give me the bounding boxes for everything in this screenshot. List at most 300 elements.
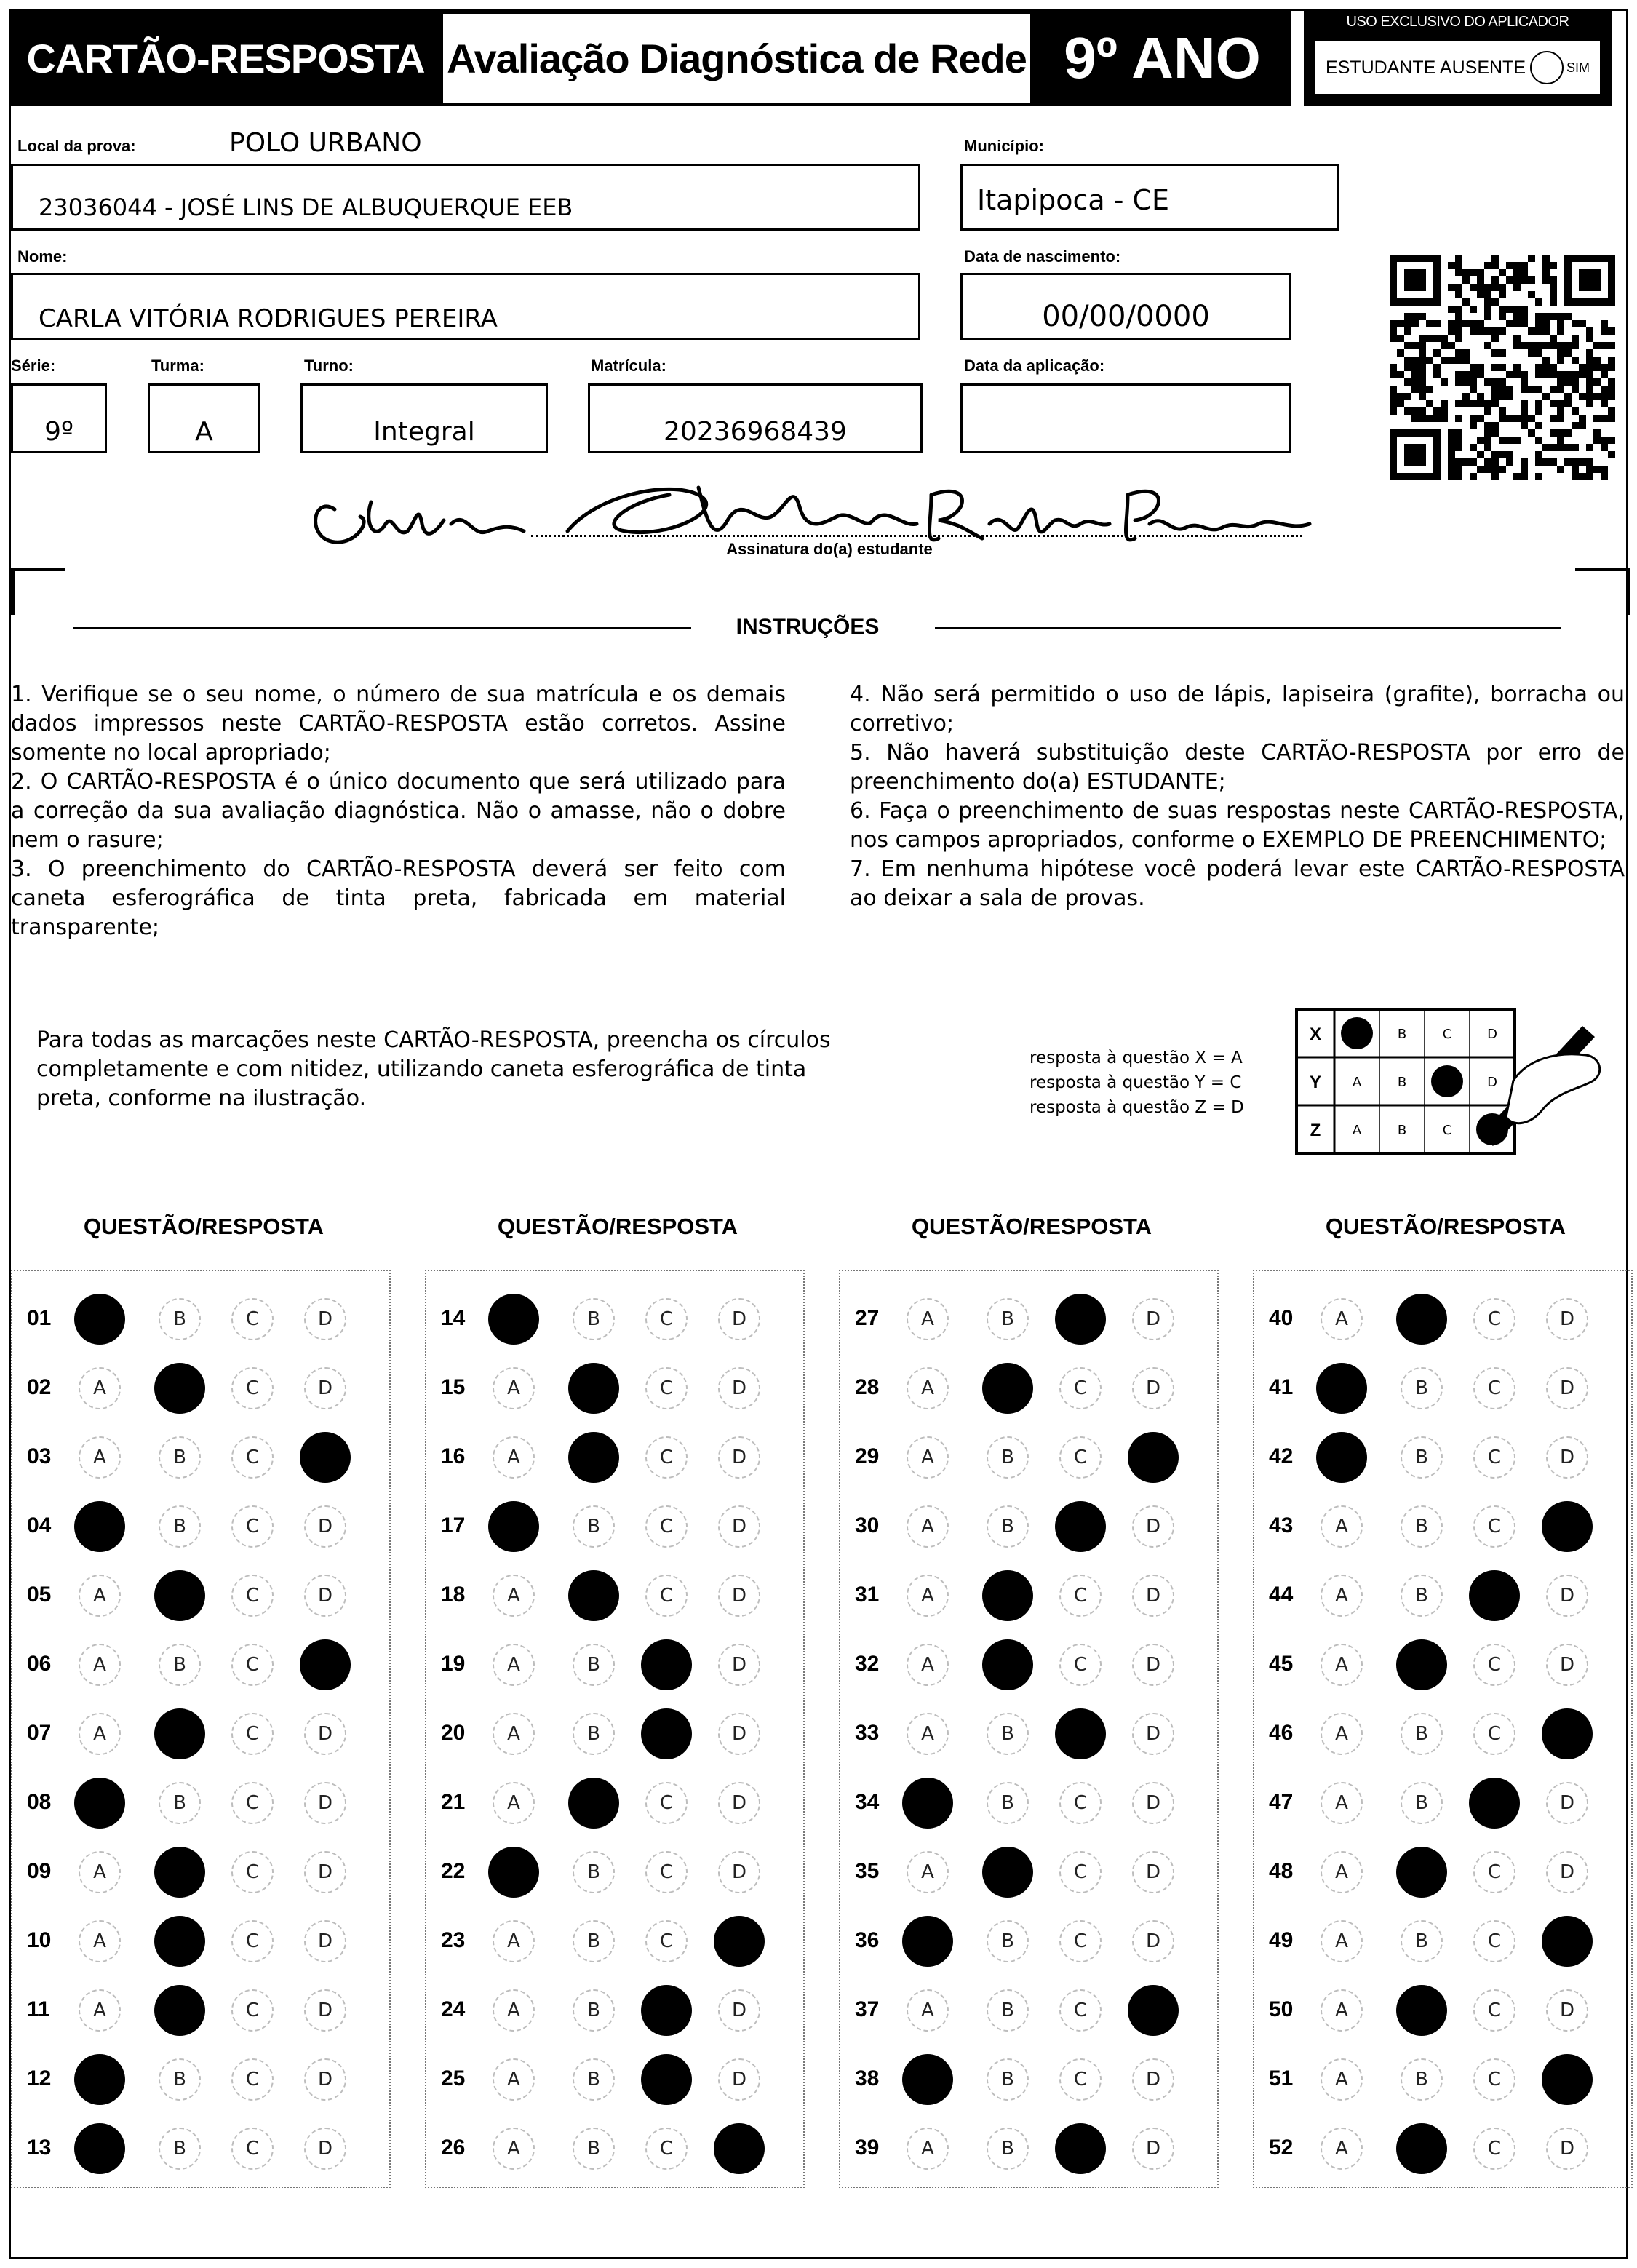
question-row <box>12 1977 389 2045</box>
answer-bubble[interactable]: A <box>1321 1644 1363 1686</box>
question-number: 39 <box>855 2136 880 2160</box>
answer-bubble[interactable]: A <box>907 1851 949 1893</box>
answer-bubble[interactable]: B <box>1401 1713 1443 1755</box>
answer-bubble[interactable]: D <box>718 2058 760 2101</box>
answer-bubble-filled[interactable] <box>641 1639 692 1690</box>
answer-bubble[interactable]: B <box>159 2128 201 2170</box>
question-row <box>840 1908 1217 1976</box>
answer-bubble[interactable]: B <box>573 1298 615 1340</box>
answer-bubble-filled[interactable] <box>1316 1432 1367 1483</box>
answer-bubble-filled[interactable] <box>714 2123 765 2174</box>
answer-bubble-filled[interactable] <box>74 2054 125 2105</box>
answer-bubble[interactable]: D <box>1546 1367 1588 1409</box>
answer-bubble-filled[interactable] <box>1396 1847 1447 1898</box>
question-number: 22 <box>441 1859 466 1883</box>
answer-bubble[interactable]: A <box>493 2058 535 2101</box>
answer-bubble-filled[interactable] <box>1469 1778 1520 1829</box>
answer-bubble-filled[interactable] <box>1128 1432 1179 1483</box>
question-row <box>426 1631 803 1700</box>
answer-bubble[interactable]: A <box>79 1367 121 1409</box>
question-number: 20 <box>441 1721 466 1745</box>
answer-bubble[interactable]: B <box>159 1644 201 1686</box>
answer-bubble[interactable]: A <box>1321 1989 1363 2032</box>
answer-bubble[interactable]: C <box>1059 2058 1102 2101</box>
answer-bubble-filled[interactable] <box>641 2054 692 2105</box>
question-row <box>1254 1839 1631 1907</box>
answer-bubble-filled[interactable] <box>1055 1708 1106 1759</box>
serie-label: Série: <box>11 357 56 375</box>
answer-bubble[interactable]: C <box>1473 1851 1515 1893</box>
question-number: 06 <box>27 1652 52 1676</box>
answer-bubble[interactable]: A <box>1321 1575 1363 1617</box>
question-row <box>426 1424 803 1492</box>
answer-bubble[interactable]: B <box>987 2058 1029 2101</box>
answer-bubble[interactable]: A <box>1321 1505 1363 1548</box>
answer-bubble-filled[interactable] <box>902 1778 953 1829</box>
answer-bubble[interactable]: B <box>159 2058 201 2101</box>
answer-bubble[interactable]: B <box>159 1505 201 1548</box>
example-bubble-option: D <box>1487 1027 1497 1042</box>
answer-bubble[interactable]: C <box>645 1920 688 1962</box>
answer-bubble[interactable]: A <box>493 1920 535 1962</box>
answer-bubble[interactable]: B <box>159 1782 201 1824</box>
question-row <box>12 1908 389 1976</box>
question-number: 12 <box>27 2066 52 2090</box>
answer-bubble[interactable]: D <box>304 1367 346 1409</box>
question-number: 14 <box>441 1306 466 1330</box>
answer-bubble[interactable]: C <box>231 1989 274 2032</box>
question-row <box>840 1770 1217 1838</box>
question-number: 42 <box>1269 1444 1294 1468</box>
answer-bubble[interactable]: D <box>304 2128 346 2170</box>
answer-bubble[interactable]: D <box>304 1782 346 1824</box>
question-row <box>426 1562 803 1631</box>
answer-bubble[interactable]: C <box>1473 1367 1515 1409</box>
answer-bubble[interactable]: B <box>987 1505 1029 1548</box>
answer-bubble[interactable]: D <box>304 1298 346 1340</box>
answer-bubble[interactable]: C <box>1473 2128 1515 2170</box>
question-number: 52 <box>1269 2136 1294 2160</box>
answer-bubble[interactable]: A <box>79 1920 121 1962</box>
answer-bubble[interactable]: D <box>1546 1782 1588 1824</box>
answer-bubble[interactable]: D <box>304 1920 346 1962</box>
answer-bubble[interactable]: A <box>907 2128 949 2170</box>
hand-icon <box>1506 1054 1600 1123</box>
answer-bubble[interactable]: D <box>718 1505 760 1548</box>
answer-bubble[interactable]: C <box>1059 1920 1102 1962</box>
answer-bubble[interactable]: C <box>231 1298 274 1340</box>
answer-bubble[interactable]: C <box>1059 1851 1102 1893</box>
question-number: 03 <box>27 1444 52 1468</box>
answer-bubble[interactable]: C <box>231 1644 274 1686</box>
answer-bubble[interactable]: B <box>573 1713 615 1755</box>
answer-bubble[interactable]: A <box>493 1367 535 1409</box>
answer-bubble[interactable]: B <box>1401 1505 1443 1548</box>
column-header: QUESTÃO/RESPOSTA <box>911 1214 1152 1239</box>
instruction-2: 2. O CARTÃO-RESPOSTA é o único documento que será utilizado para a correção da sua avaliação diagnóstica. Não o amasse, não o dobre nem o rasure; <box>11 769 786 853</box>
question-row <box>840 1700 1217 1769</box>
question-number: 45 <box>1269 1652 1294 1676</box>
answer-bubble-filled[interactable] <box>1542 1916 1593 1967</box>
instructions-left <box>11 680 786 942</box>
answer-bubble[interactable]: C <box>231 2128 274 2170</box>
answer-bubble[interactable]: D <box>1546 1989 1588 2032</box>
answer-bubble[interactable]: C <box>231 1713 274 1755</box>
answer-bubble-filled[interactable] <box>568 1432 619 1483</box>
answer-bubble-filled[interactable] <box>641 1985 692 2036</box>
question-row <box>840 1355 1217 1423</box>
absent-checkbox[interactable] <box>1530 51 1564 84</box>
answer-bubble[interactable]: B <box>573 2128 615 2170</box>
answer-bubble[interactable]: C <box>1473 1920 1515 1962</box>
answer-bubble[interactable]: C <box>1059 1436 1102 1479</box>
answer-bubble[interactable]: B <box>987 1713 1029 1755</box>
answer-bubble[interactable]: C <box>645 1851 688 1893</box>
turno-label: Turno: <box>304 357 354 375</box>
question-row <box>840 1977 1217 2045</box>
answer-bubble[interactable]: A <box>493 1713 535 1755</box>
answer-bubble[interactable]: B <box>573 1989 615 2032</box>
answer-bubble[interactable]: A <box>493 1644 535 1686</box>
example-bubble-option: A <box>1352 1123 1362 1138</box>
answer-bubble[interactable]: C <box>231 1505 274 1548</box>
answer-bubble-filled[interactable] <box>488 1847 539 1898</box>
answer-bubble[interactable]: D <box>1546 1644 1588 1686</box>
answer-bubble[interactable]: C <box>645 1782 688 1824</box>
question-row <box>1254 1631 1631 1700</box>
answer-bubble-filled[interactable] <box>1396 1639 1447 1690</box>
question-row <box>12 1770 389 1838</box>
answer-bubble[interactable]: A <box>79 1989 121 2032</box>
answer-bubble-filled[interactable] <box>1396 1294 1447 1345</box>
answer-bubble[interactable]: D <box>1546 1851 1588 1893</box>
answer-bubble[interactable]: B <box>987 1298 1029 1340</box>
answer-bubble[interactable]: D <box>1546 1575 1588 1617</box>
answer-bubble[interactable]: A <box>907 1367 949 1409</box>
answer-bubble[interactable]: A <box>907 1644 949 1686</box>
question-number: 40 <box>1269 1306 1294 1330</box>
answer-bubble[interactable]: D <box>718 1298 760 1340</box>
question-row <box>1254 1562 1631 1631</box>
answer-bubble[interactable]: A <box>1321 1713 1363 1755</box>
answer-bubble[interactable]: A <box>493 1782 535 1824</box>
answer-column <box>425 1270 805 2188</box>
municipio-label: Município: <box>964 137 1044 155</box>
answer-bubble[interactable]: C <box>645 2128 688 2170</box>
answer-bubble-filled[interactable] <box>1542 2054 1593 2105</box>
answer-bubble[interactable]: C <box>231 1851 274 1893</box>
answer-bubble[interactable]: A <box>79 1644 121 1686</box>
answer-bubble[interactable]: A <box>79 1575 121 1617</box>
answer-bubble-filled[interactable] <box>982 1639 1033 1690</box>
answer-bubble[interactable]: D <box>304 1505 346 1548</box>
answer-bubble[interactable]: A <box>79 1851 121 1893</box>
nascimento-label: Data de nascimento: <box>964 247 1121 266</box>
answer-bubble[interactable]: A <box>1321 2128 1363 2170</box>
answer-bubble[interactable]: D <box>304 1851 346 1893</box>
answer-bubble[interactable]: B <box>159 1298 201 1340</box>
absent-label: ESTUDANTE AUSENTE <box>1325 57 1526 78</box>
grade-badge: 9º ANO <box>1033 11 1291 106</box>
answer-bubble[interactable]: D <box>304 1575 346 1617</box>
student-signature <box>291 451 1324 553</box>
nome-field <box>11 273 920 340</box>
answer-bubble[interactable]: D <box>1132 1851 1174 1893</box>
answer-bubble[interactable]: A <box>1321 2058 1363 2101</box>
answer-bubble[interactable]: B <box>987 1920 1029 1962</box>
answer-bubble-filled[interactable] <box>154 1985 205 2036</box>
question-number: 34 <box>855 1790 880 1814</box>
question-number: 07 <box>27 1721 52 1745</box>
question-row <box>840 1631 1217 1700</box>
answer-bubble[interactable]: D <box>718 1644 760 1686</box>
answer-bubble-filled[interactable] <box>1316 1363 1367 1414</box>
example-bubble-filled <box>1431 1065 1463 1097</box>
question-number: 41 <box>1269 1375 1294 1399</box>
answer-bubble[interactable]: A <box>907 1436 949 1479</box>
question-number: 25 <box>441 2066 466 2090</box>
answer-bubble[interactable]: C <box>231 1575 274 1617</box>
answer-bubble-filled[interactable] <box>1055 2123 1106 2174</box>
answer-column <box>839 1270 1219 2188</box>
example-bubble-filled <box>1341 1017 1373 1049</box>
answer-bubble-filled[interactable] <box>154 1708 205 1759</box>
answer-bubble[interactable]: A <box>1321 1782 1363 1824</box>
answer-bubble[interactable]: D <box>1132 2058 1174 2101</box>
question-row <box>840 2046 1217 2114</box>
school-field <box>11 164 920 231</box>
answer-bubble-filled[interactable] <box>641 1708 692 1759</box>
question-row <box>426 1770 803 1838</box>
question-number: 24 <box>441 1997 466 2021</box>
answer-bubble[interactable]: C <box>1473 1505 1515 1548</box>
answer-bubble[interactable]: B <box>1401 1575 1443 1617</box>
question-row <box>840 1424 1217 1492</box>
answer-bubble[interactable]: D <box>304 1989 346 2032</box>
question-row <box>426 1839 803 1907</box>
absent-option: SIM <box>1566 60 1590 75</box>
answer-bubble[interactable]: B <box>987 1436 1029 1479</box>
answer-bubble[interactable]: B <box>573 1920 615 1962</box>
answer-bubble[interactable]: D <box>718 1436 760 1479</box>
answer-bubble[interactable]: C <box>1059 1575 1102 1617</box>
answer-bubble[interactable]: A <box>907 1575 949 1617</box>
answer-bubble[interactable]: D <box>718 1575 760 1617</box>
question-row <box>426 1493 803 1561</box>
answer-bubble[interactable]: B <box>159 1436 201 1479</box>
fill-example <box>1295 1008 1608 1157</box>
answer-bubble[interactable]: C <box>1473 1989 1515 2032</box>
answer-bubble-filled[interactable] <box>154 1916 205 1967</box>
answer-bubble-filled[interactable] <box>154 1363 205 1414</box>
question-number: 49 <box>1269 1928 1294 1952</box>
answer-bubble-filled[interactable] <box>982 1847 1033 1898</box>
answer-bubble[interactable]: D <box>1132 1644 1174 1686</box>
answer-bubble[interactable]: C <box>231 1436 274 1479</box>
answer-bubble[interactable]: D <box>1132 2128 1174 2170</box>
answer-bubble[interactable]: D <box>1132 1505 1174 1548</box>
question-row <box>840 1562 1217 1631</box>
municipio-field <box>960 164 1339 231</box>
answer-bubble[interactable]: D <box>1546 1298 1588 1340</box>
answer-bubble-filled[interactable] <box>1469 1570 1520 1621</box>
example-legend-z: resposta à questão Z = D <box>1029 1098 1244 1117</box>
answer-bubble[interactable]: D <box>1132 1920 1174 1962</box>
answer-bubble-filled[interactable] <box>982 1570 1033 1621</box>
question-number: 48 <box>1269 1859 1294 1883</box>
answer-bubble[interactable]: A <box>493 2128 535 2170</box>
answer-bubble[interactable]: D <box>718 1367 760 1409</box>
answer-bubble[interactable]: C <box>1473 2058 1515 2101</box>
answer-column <box>1253 1270 1633 2188</box>
answer-bubble-filled[interactable] <box>488 1501 539 1552</box>
answer-bubble-filled[interactable] <box>1128 1985 1179 2036</box>
answer-bubble-filled[interactable] <box>568 1778 619 1829</box>
answer-bubble-filled[interactable] <box>74 1778 125 1829</box>
answer-bubble[interactable]: B <box>573 2058 615 2101</box>
answer-bubble-filled[interactable] <box>568 1363 619 1414</box>
answer-bubble[interactable]: C <box>1059 1989 1102 2032</box>
answer-bubble[interactable]: D <box>718 1782 760 1824</box>
answer-bubble[interactable]: B <box>987 2128 1029 2170</box>
answer-bubble[interactable]: B <box>1401 1367 1443 1409</box>
answer-bubble-filled[interactable] <box>74 2123 125 2174</box>
answer-bubble-filled[interactable] <box>74 1501 125 1552</box>
answer-bubble[interactable]: D <box>1132 1782 1174 1824</box>
answer-bubble-filled[interactable] <box>154 1570 205 1621</box>
answer-bubble-filled[interactable] <box>1396 2123 1447 2174</box>
answer-bubble-filled[interactable] <box>902 1916 953 1967</box>
answer-bubble-filled[interactable] <box>1396 1985 1447 2036</box>
question-row <box>1254 1700 1631 1769</box>
answer-bubble[interactable]: B <box>987 1782 1029 1824</box>
answer-bubble[interactable]: A <box>907 1298 949 1340</box>
answer-bubble[interactable]: C <box>645 1575 688 1617</box>
question-number: 30 <box>855 1513 880 1537</box>
answer-bubble[interactable]: B <box>573 1505 615 1548</box>
answer-bubble[interactable]: B <box>1401 1436 1443 1479</box>
question-row <box>426 1700 803 1769</box>
answer-bubble[interactable]: C <box>231 1782 274 1824</box>
absent-box <box>1314 40 1601 95</box>
question-number: 35 <box>855 1859 880 1883</box>
answer-bubble[interactable]: A <box>493 1575 535 1617</box>
answer-bubble-filled[interactable] <box>488 1294 539 1345</box>
aplicacao-field <box>960 383 1291 453</box>
answer-bubble-filled[interactable] <box>568 1570 619 1621</box>
question-row <box>12 2115 389 2184</box>
answer-bubble[interactable]: A <box>907 1989 949 2032</box>
answer-bubble[interactable]: C <box>645 1367 688 1409</box>
answer-bubble[interactable]: C <box>231 1920 274 1962</box>
answer-bubble[interactable]: C <box>1473 1644 1515 1686</box>
answer-bubble[interactable]: B <box>1401 1782 1443 1824</box>
answer-bubble-filled[interactable] <box>1542 1708 1593 1759</box>
answer-bubble-filled[interactable] <box>982 1363 1033 1414</box>
example-bubble-option: B <box>1397 1123 1407 1138</box>
column-header: QUESTÃO/RESPOSTA <box>497 1214 738 1239</box>
answer-bubble-filled[interactable] <box>154 1847 205 1898</box>
question-row <box>12 1355 389 1423</box>
question-number: 31 <box>855 1583 880 1607</box>
question-number: 28 <box>855 1375 880 1399</box>
answer-bubble[interactable]: C <box>645 1298 688 1340</box>
question-number: 05 <box>27 1583 52 1607</box>
answer-bubble[interactable]: D <box>1546 1436 1588 1479</box>
nascimento-field <box>960 273 1291 340</box>
answer-bubble[interactable]: C <box>231 2058 274 2101</box>
question-number: 37 <box>855 1997 880 2021</box>
question-number: 33 <box>855 1721 880 1745</box>
answer-bubble-filled[interactable] <box>300 1639 351 1690</box>
answer-bubble[interactable]: A <box>907 1505 949 1548</box>
question-row <box>1254 2046 1631 2114</box>
answer-bubble[interactable]: D <box>718 1851 760 1893</box>
answer-bubble[interactable]: B <box>987 1989 1029 2032</box>
answer-bubble[interactable]: A <box>79 1436 121 1479</box>
answer-bubble[interactable]: D <box>1132 1367 1174 1409</box>
answer-bubble[interactable]: D <box>304 2058 346 2101</box>
answer-bubble[interactable]: B <box>1401 2058 1443 2101</box>
answer-bubble-filled[interactable] <box>1542 1501 1593 1552</box>
answer-bubble[interactable]: A <box>907 1713 949 1755</box>
answer-bubble[interactable]: B <box>1401 1920 1443 1962</box>
answer-bubble[interactable]: C <box>1059 1644 1102 1686</box>
question-row <box>840 2115 1217 2184</box>
answer-bubble[interactable]: A <box>79 1713 121 1755</box>
answer-bubble[interactable]: D <box>1132 1575 1174 1617</box>
answer-bubble[interactable]: A <box>1321 1298 1363 1340</box>
answer-bubble[interactable]: A <box>1321 1920 1363 1962</box>
answer-bubble[interactable]: C <box>1473 1713 1515 1755</box>
answer-bubble[interactable]: D <box>304 1713 346 1755</box>
nascimento-value: 00/00/0000 <box>1042 300 1210 333</box>
answer-bubble[interactable]: A <box>493 1436 535 1479</box>
question-row <box>426 1908 803 1976</box>
question-row <box>12 2046 389 2114</box>
answer-bubble[interactable]: C <box>1059 1367 1102 1409</box>
answer-bubble[interactable]: B <box>573 1851 615 1893</box>
answer-bubble-filled[interactable] <box>1055 1294 1106 1345</box>
question-number: 16 <box>441 1444 466 1468</box>
answer-bubble[interactable]: D <box>718 1989 760 2032</box>
answer-bubble[interactable]: C <box>1473 1298 1515 1340</box>
answer-bubble[interactable]: D <box>1132 1713 1174 1755</box>
question-row <box>12 1631 389 1700</box>
answer-bubble[interactable]: A <box>1321 1851 1363 1893</box>
answer-bubble[interactable]: C <box>231 1367 274 1409</box>
answer-bubble[interactable]: C <box>1473 1436 1515 1479</box>
answer-bubble[interactable]: C <box>1059 1782 1102 1824</box>
answer-bubble-filled[interactable] <box>74 1294 125 1345</box>
instruction-4: 4. Não será permitido o uso de lápis, lapiseira (grafite), borracha ou corretivo; <box>850 682 1625 736</box>
answer-bubble-filled[interactable] <box>300 1432 351 1483</box>
answer-bubble-filled[interactable] <box>902 2054 953 2105</box>
answer-bubble[interactable]: A <box>493 1989 535 2032</box>
answer-bubble[interactable]: D <box>1546 2128 1588 2170</box>
answer-bubble[interactable]: D <box>718 1713 760 1755</box>
answer-bubble[interactable]: B <box>573 1644 615 1686</box>
answer-bubble[interactable]: D <box>1132 1298 1174 1340</box>
question-number: 29 <box>855 1444 880 1468</box>
answer-bubble[interactable]: C <box>645 1436 688 1479</box>
example-bubble-option: D <box>1487 1075 1497 1090</box>
answer-bubble[interactable]: C <box>645 1505 688 1548</box>
answer-bubble-filled[interactable] <box>1055 1501 1106 1552</box>
answer-bubble-filled[interactable] <box>714 1916 765 1967</box>
question-row <box>1254 1493 1631 1561</box>
question-number: 11 <box>27 1997 50 2021</box>
